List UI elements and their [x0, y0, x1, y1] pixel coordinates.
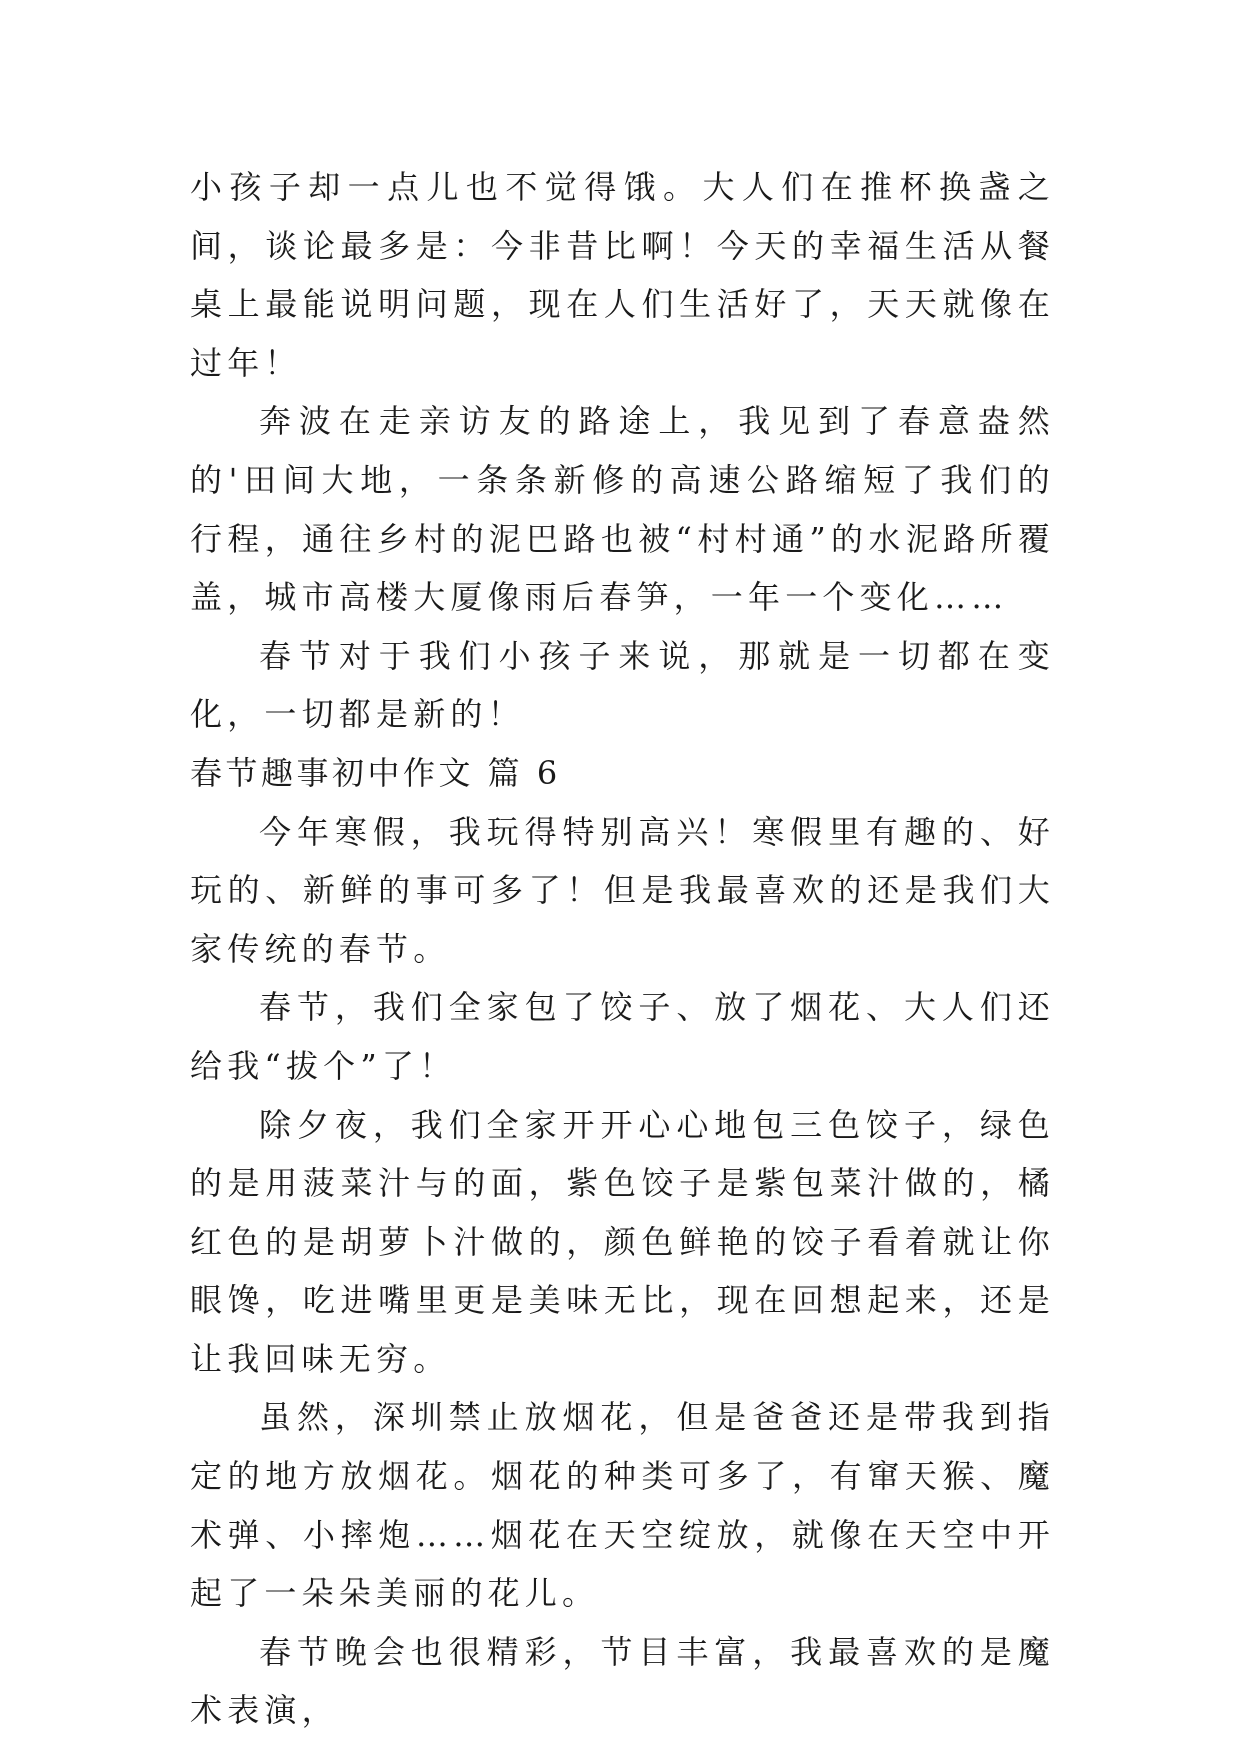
paragraph-6: 除夕夜，我们全家开开心心地包三色饺子，绿色的是用菠菜汁与的面，紫色饺子是紫包菜汁做的，橘红色的是胡萝卜汁做的，颜色鲜艳的饺子看着就让你眼馋，吃进嘴里更是美味无比，现在回想起来，还是让我回味无穷。 [190, 1105, 1055, 1378]
paragraph-1: 小孩子却一点儿也不觉得饿。大人们在推杯换盏之间，谈论最多是：今非昔比啊！今天的幸福生活从餐桌上最能说明问题，现在人们生活好了，天天就像在过年！ [190, 168, 1055, 382]
paragraph-8: 春节晚会也很精彩，节目丰富，我最喜欢的是魔术表演， [190, 1632, 1055, 1730]
paragraph-7: 虽然，深圳禁止放烟花，但是爸爸还是带我到指定的地方放烟花。烟花的种类可多了，有窜天猴、魔术弹、小摔炮……烟花在天空绽放，就像在天空中开起了一朵朵美丽的花儿。 [190, 1398, 1055, 1613]
paragraph-2: 奔波在走亲访友的路途上，我见到了春意盎然的'田间大地，一条条新修的高速公路缩短了我们的行程，通往乡村的泥巴路也被“村村通”的水泥路所覆盖，城市高楼大厦像雨后春笋，一年一个变化…… [190, 402, 1055, 617]
paragraph-5: 春节，我们全家包了饺子、放了烟花、大人们还给我“拔个”了！ [190, 988, 1055, 1085]
paragraph-4: 今年寒假，我玩得特别高兴！寒假里有趣的、好玩的、新鲜的事可多了！但是我最喜欢的还是我们大家传统的春节。 [190, 812, 1055, 968]
paragraph-3: 春节对于我们小孩子来说，那就是一切都在变化，一切都是新的！ [190, 636, 1055, 734]
document-body [190, 158, 1055, 1740]
section-heading: 春节趣事初中作文 篇 6 [190, 753, 561, 792]
